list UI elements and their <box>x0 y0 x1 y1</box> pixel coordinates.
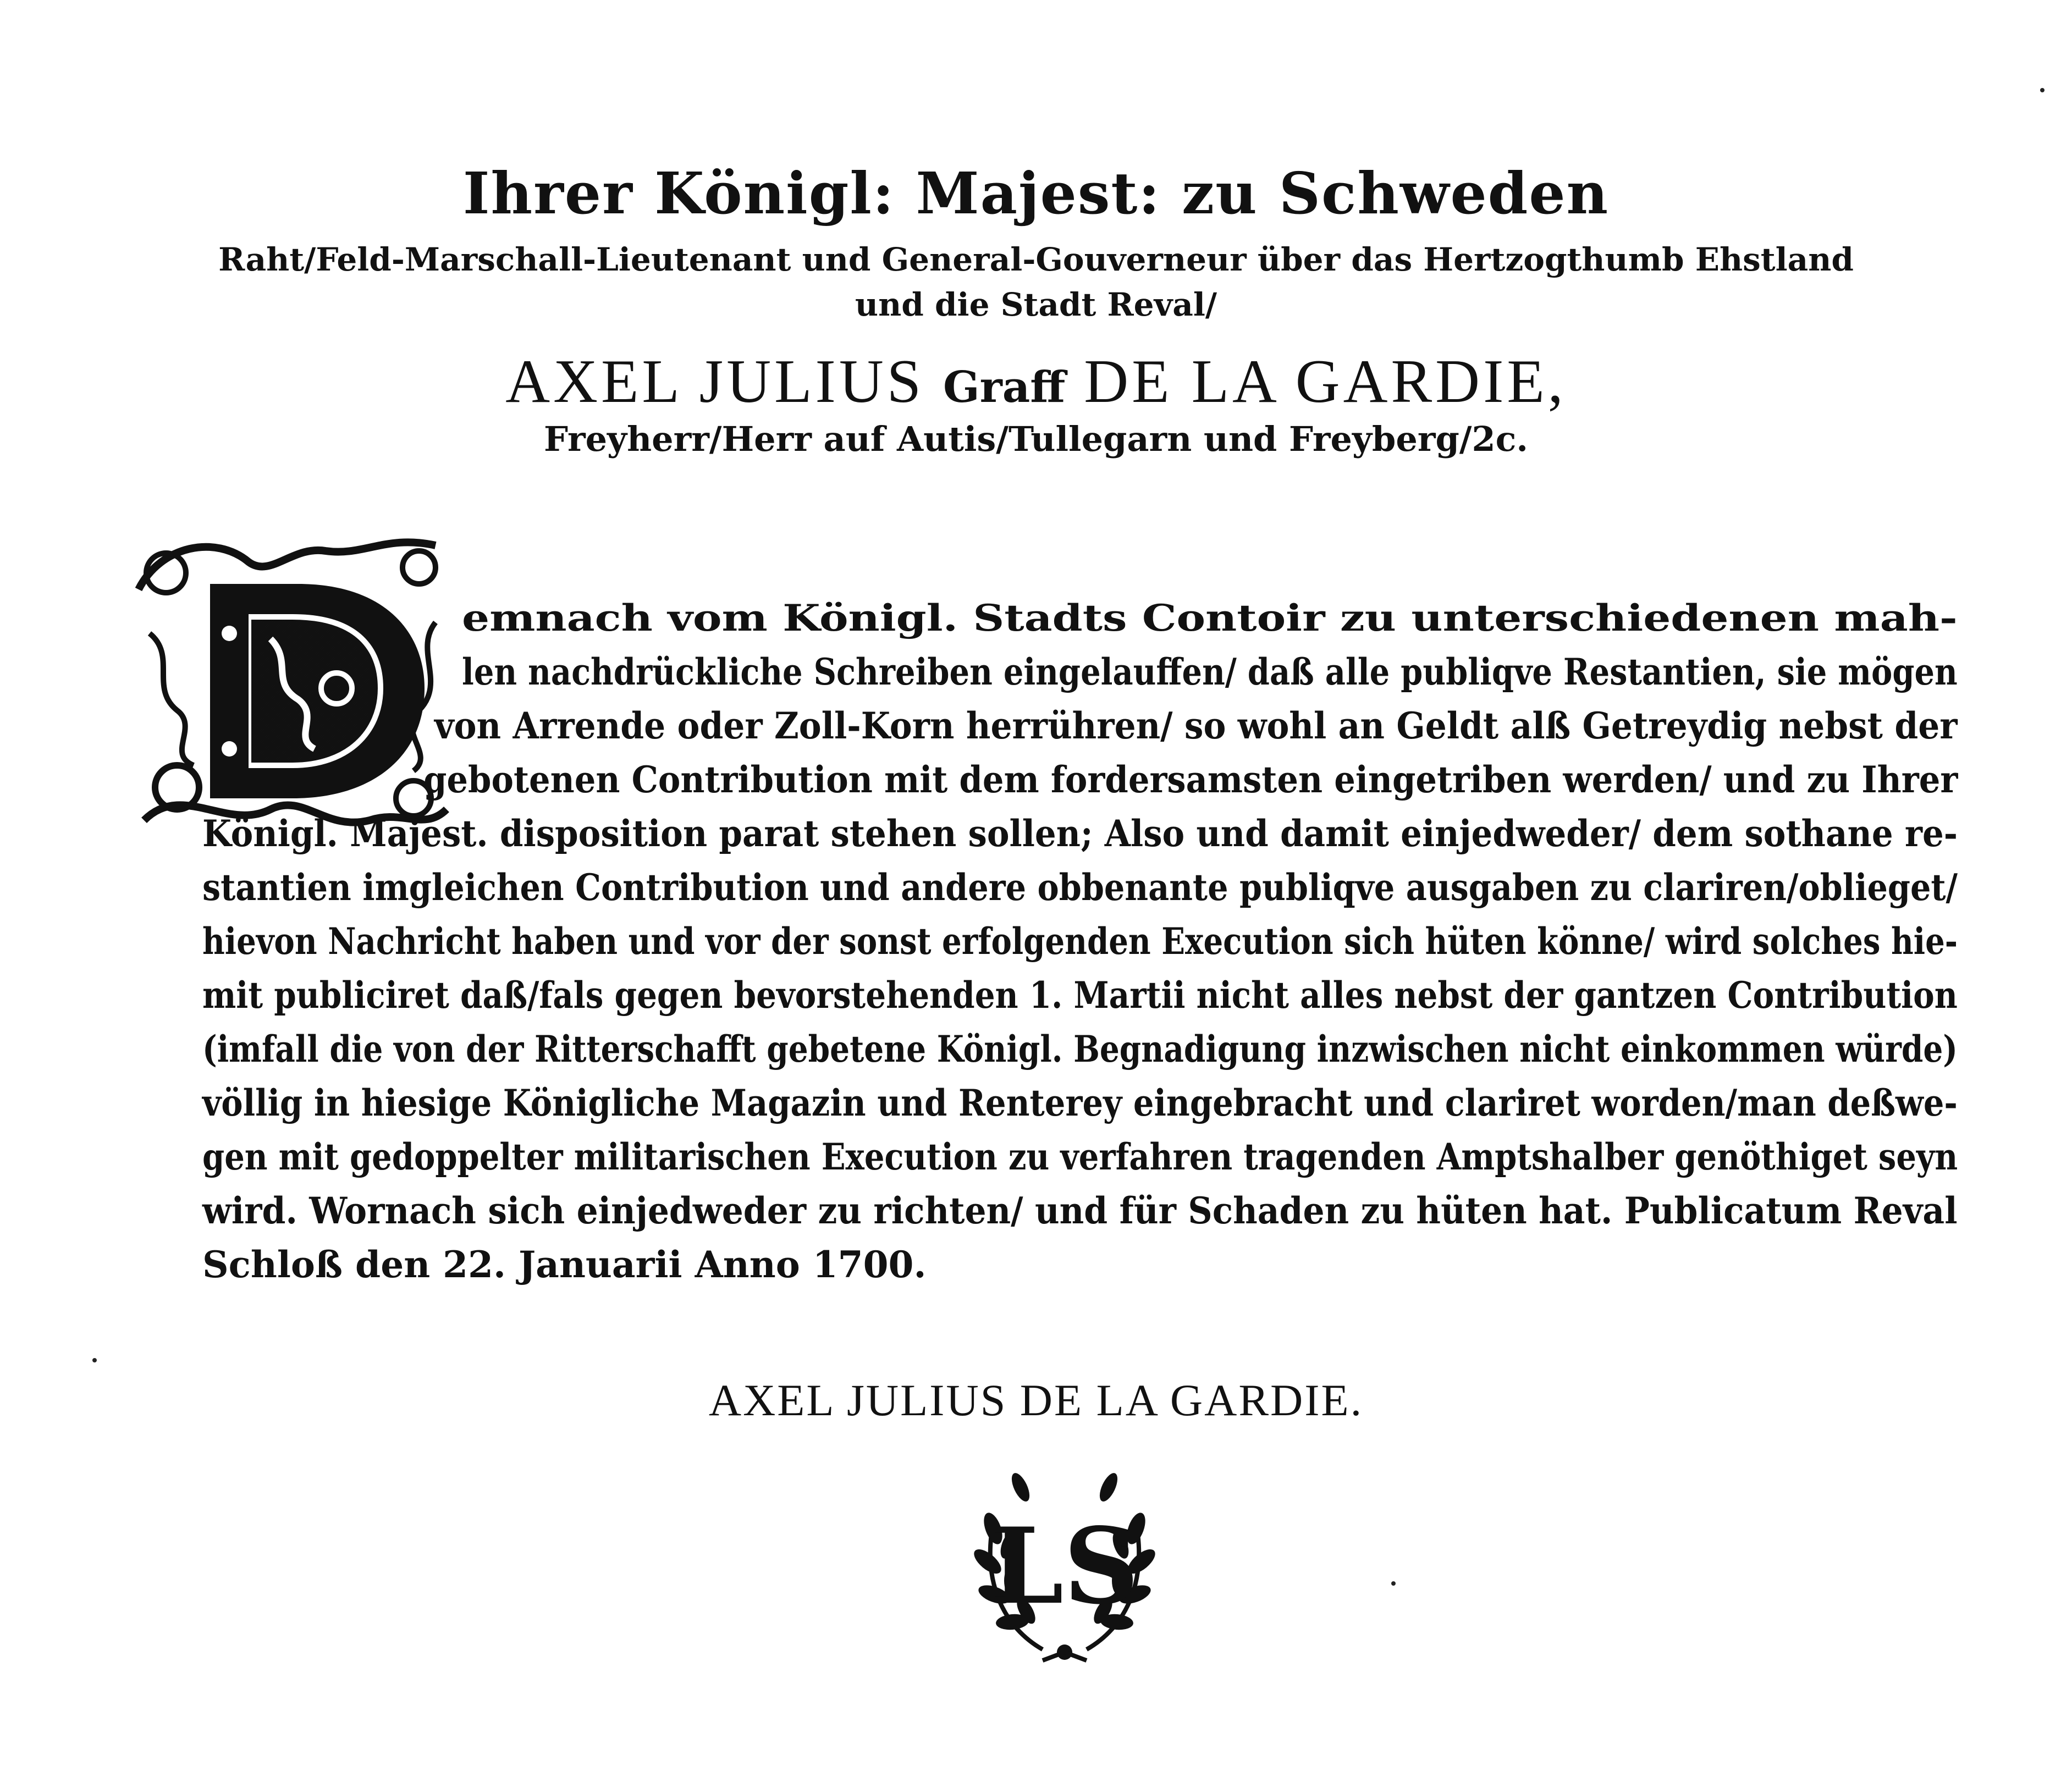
issuer-last-name: DE LA GARDIE, <box>1084 347 1567 416</box>
scan-speck <box>2040 88 2045 92</box>
header-title: Ihrer Königl: Majest: zu Schweden <box>462 159 1610 227</box>
header-office: Raht/Feld-Marschall-Lieutenant und General-Gouverneur über das Hertzogthumb Ehstland <box>218 241 1854 278</box>
scan-speck <box>1391 1581 1396 1586</box>
issuer-titles: Freyherr/Herr auf Autis/Tullegarn und Freyberg/2c. <box>544 419 1528 459</box>
header-office-cont: und die Stadt Reval/ <box>855 286 1217 323</box>
body-line-8: mit publiciret daß/fals gegen bevorstehenden 1. Martii nicht alles nebst der gantzen Contribution <box>202 974 1958 1017</box>
seal-icon <box>960 1463 1169 1671</box>
body-line-10: völlig in hiesige Königliche Magazin und Renterey eingebracht und clariret worden/man deßwe- <box>202 1081 1958 1124</box>
body-line-13: Schloß den 22. Januarii Anno 1700. <box>202 1243 927 1286</box>
body-line-9: (imfall die von der Ritterschafft gebetene Königl. Begnadigung inzwischen nicht einkommen würde) <box>202 1028 1958 1070</box>
body-line-7: hievon Nachricht haben und vor der sonst erfolgenden Execution sich hüten könne/ wird solches hie- <box>202 920 1958 963</box>
body-line-11: gen mit gedoppelter militarischen Execution zu verfahren tragenden Amptshalber genöthiget seyn <box>202 1135 1958 1178</box>
signature: AXEL JULIUS DE LA GARDIE. <box>708 1375 1364 1425</box>
issuer-rank: Graff <box>943 362 1066 412</box>
body-line-3: von Arrende oder Zoll-Korn herrühren/ so wohl an Geldt alß Getreydig nebst der <box>434 704 1958 747</box>
body-line-5: Königl. Majest. disposition parat stehen sollen; Also und damit einjedweder/ dem sothane re- <box>202 812 1958 855</box>
body-line-12: wird. Wornach sich einjedweder zu richten/ und für Schaden zu hüten hat. Publicatum Reval <box>202 1189 1958 1232</box>
body-line-4: gebotenen Contribution mit dem fordersamsten eingetriben werden/ und zu Ihrer <box>423 758 1958 801</box>
body-line-2: len nachdrückliche Schreiben eingelauffen/ daß alle publiqve Restantien, sie mögen <box>462 650 1958 693</box>
issuer-first-name: AXEL JULIUS <box>505 347 925 416</box>
seal-letters: LS <box>990 1505 1139 1627</box>
scan-speck <box>92 1358 97 1362</box>
body-line-1: emnach vom Königl. Stadts Contoir zu unterschiedenen mah- <box>462 597 1958 639</box>
body-line-6: stantien imgleichen Contribution und andere obbenante publiqve ausgaben zu clariren/oblieget/ <box>202 866 1958 909</box>
